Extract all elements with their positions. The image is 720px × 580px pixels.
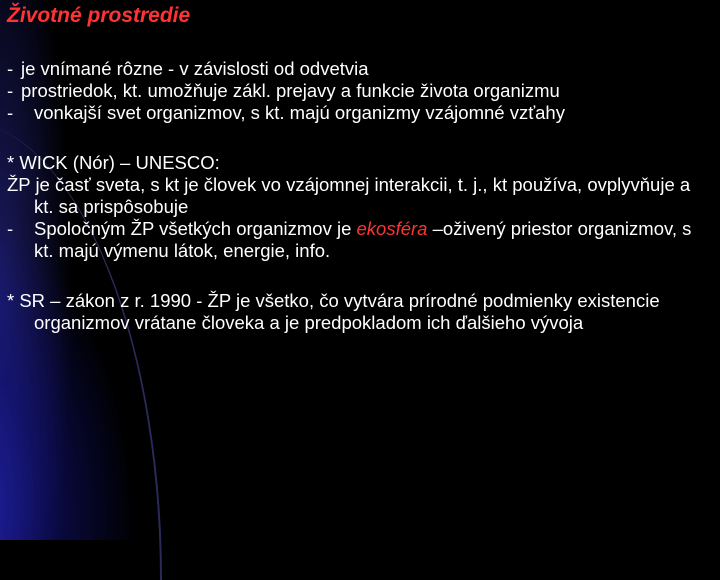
- bullet-text-after: –oživený priestor organizmov, s kt. majú výmenu látok, energie, info.: [34, 218, 692, 261]
- bullet-item: [7, 102, 712, 124]
- bullet-item: [7, 80, 712, 102]
- bullet-item: [7, 218, 712, 262]
- bullet-text: prostriedok, kt. umožňuje zákl. prejavy a funkcie života organizmu: [21, 80, 560, 101]
- slide-content: [7, 58, 712, 334]
- section-heading: * WICK (Nór) – UNESCO:: [7, 152, 220, 173]
- slide-title: Životné prostredie: [7, 4, 191, 27]
- bullet-text: je vnímané rôzne - v závislosti od odvetvia: [21, 58, 369, 79]
- bullet-dash: -: [7, 80, 14, 101]
- bullet-text-before: Spoločným ŽP všetkých organizmov je: [34, 218, 357, 239]
- highlighted-term: ekosféra: [356, 218, 428, 239]
- bullet-dash: -: [7, 102, 14, 123]
- bullet-dash: -: [7, 58, 14, 79]
- bullet-item: [7, 58, 712, 80]
- bullet-text: vonkajší svet organizmov, s kt. majú organizmy vzájomné vzťahy: [34, 102, 565, 123]
- law-definition: * SR – zákon z r. 1990 - ŽP je všetko, čo vytvára prírodné podmienky existencie organizmov vrátane človeka a je predpokladom ich ďalšieho vývoja: [7, 290, 660, 333]
- bullet-dash: -: [7, 218, 14, 239]
- definition-text: ŽP je časť sveta, s kt je človek vo vzájomnej interakcii, t. j., kt používa, ovplyvňuje a kt. sa prispôsobuje: [7, 174, 691, 217]
